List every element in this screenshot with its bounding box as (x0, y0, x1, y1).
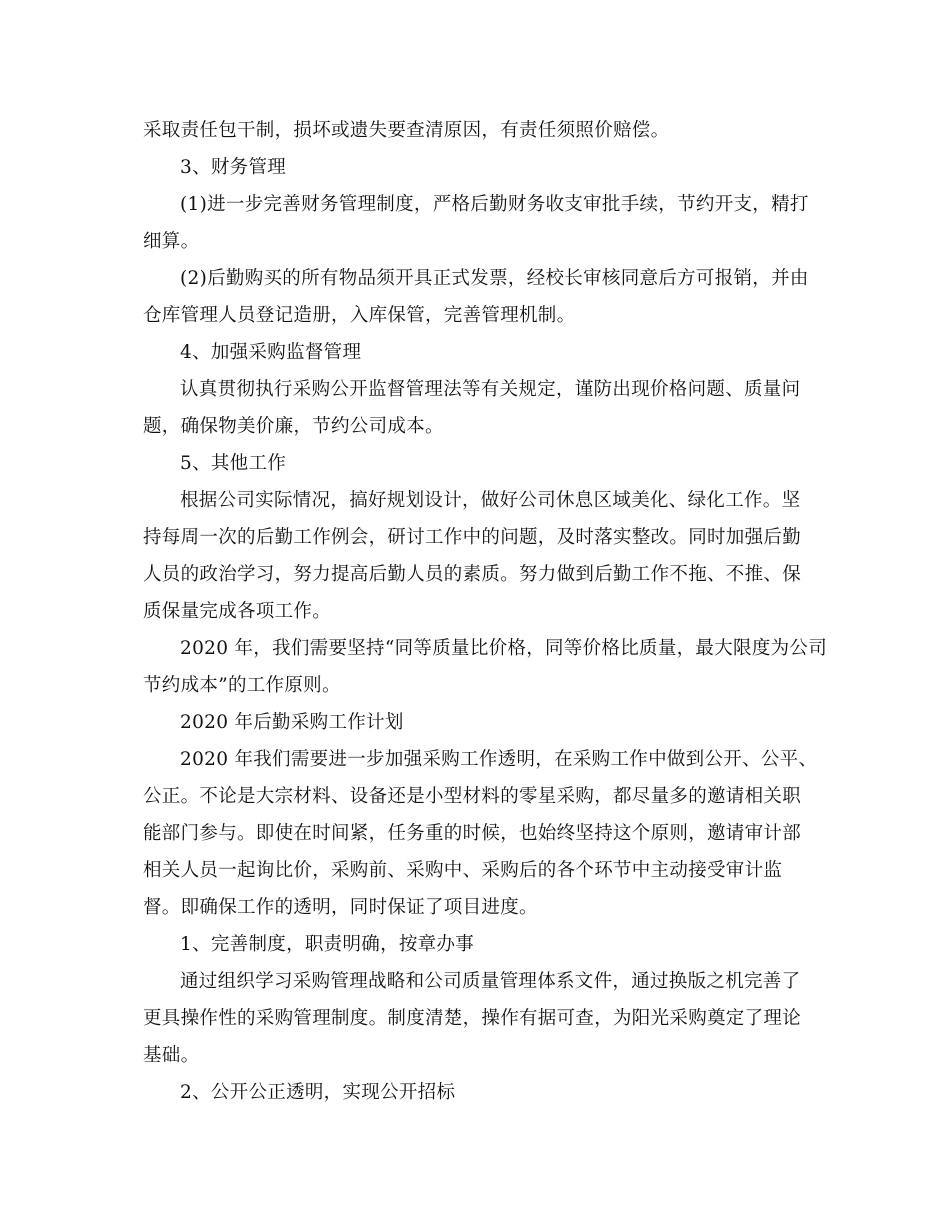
text-line: 质保量完成各项工作。 (143, 601, 332, 622)
text-line: 采取责任包干制，损坏或遗失要查清原因，有责任须照价赔偿。 (143, 120, 670, 141)
text-line: 能部门参与。即使在时间紧，任务重的时候，也始终坚持这个原则，邀请审计部 (143, 823, 802, 844)
text-line: (2)后勤购买的所有物品须开具正式发票，经校长审核同意后方可报销，并由 (180, 268, 809, 289)
section-heading-public-bidding: 2、公开公正透明，实现公开招标 (180, 1082, 456, 1103)
text-line: 相关人员一起询比价，采购前、采购中、采购后的各个环节中主动接受审计监 (143, 860, 783, 881)
text-line: 通过组织学习采购管理战略和公司质量管理体系文件，通过换版之机完善了 (180, 971, 801, 992)
text-line: 2020 年，我们需要坚持“同等质量比价格，同等价格比质量，最大限度为公司 (180, 638, 828, 659)
text-line: (1)进一步完善财务管理制度，严格后勤财务收支审批手续，节约开支，精打 (180, 194, 809, 215)
text-line: 持每周一次的后勤工作例会，研讨工作中的问题，及时落实整改。同时加强后勤 (143, 527, 802, 548)
section-heading-system: 1、完善制度，职责明确，按章办事 (180, 934, 475, 955)
document-subtitle: 2020 年后勤采购工作计划 (180, 712, 404, 733)
text-line: 题，确保物美价廉，节约公司成本。 (143, 416, 444, 437)
text-line: 基础。 (143, 1045, 200, 1066)
text-line: 人员的政治学习，努力提高后勤人员的素质。努力做到后勤工作不拖、不推、保 (143, 564, 802, 585)
section-heading-finance: 3、财务管理 (180, 157, 287, 178)
text-line: 节约成本”的工作原则。 (143, 675, 341, 696)
text-line: 认真贯彻执行采购公开监督管理法等有关规定，谨防出现价格问题、质量问 (180, 379, 801, 400)
text-line: 根据公司实际情况，搞好规划设计，做好公司休息区域美化、绿化工作。坚 (180, 490, 801, 511)
text-line: 仓库管理人员登记造册，入库保管，完善管理机制。 (143, 305, 576, 326)
section-heading-procurement-supervision: 4、加强采购监督管理 (180, 342, 362, 363)
text-line: 更具操作性的采购管理制度。制度清楚，操作有据可查，为阳光采购奠定了理论 (143, 1008, 802, 1029)
text-line: 细算。 (143, 231, 200, 252)
document-body (143, 112, 828, 1111)
section-heading-other-work: 5、其他工作 (180, 453, 287, 474)
text-line: 公正。不论是大宗材料、设备还是小型材料的零星采购，都尽量多的邀请相关职 (143, 786, 802, 807)
text-line: 督。即确保工作的透明，同时保证了项目进度。 (143, 897, 538, 918)
text-line: 2020 年我们需要进一步加强采购工作透明，在采购工作中做到公开、公平、 (180, 749, 818, 770)
